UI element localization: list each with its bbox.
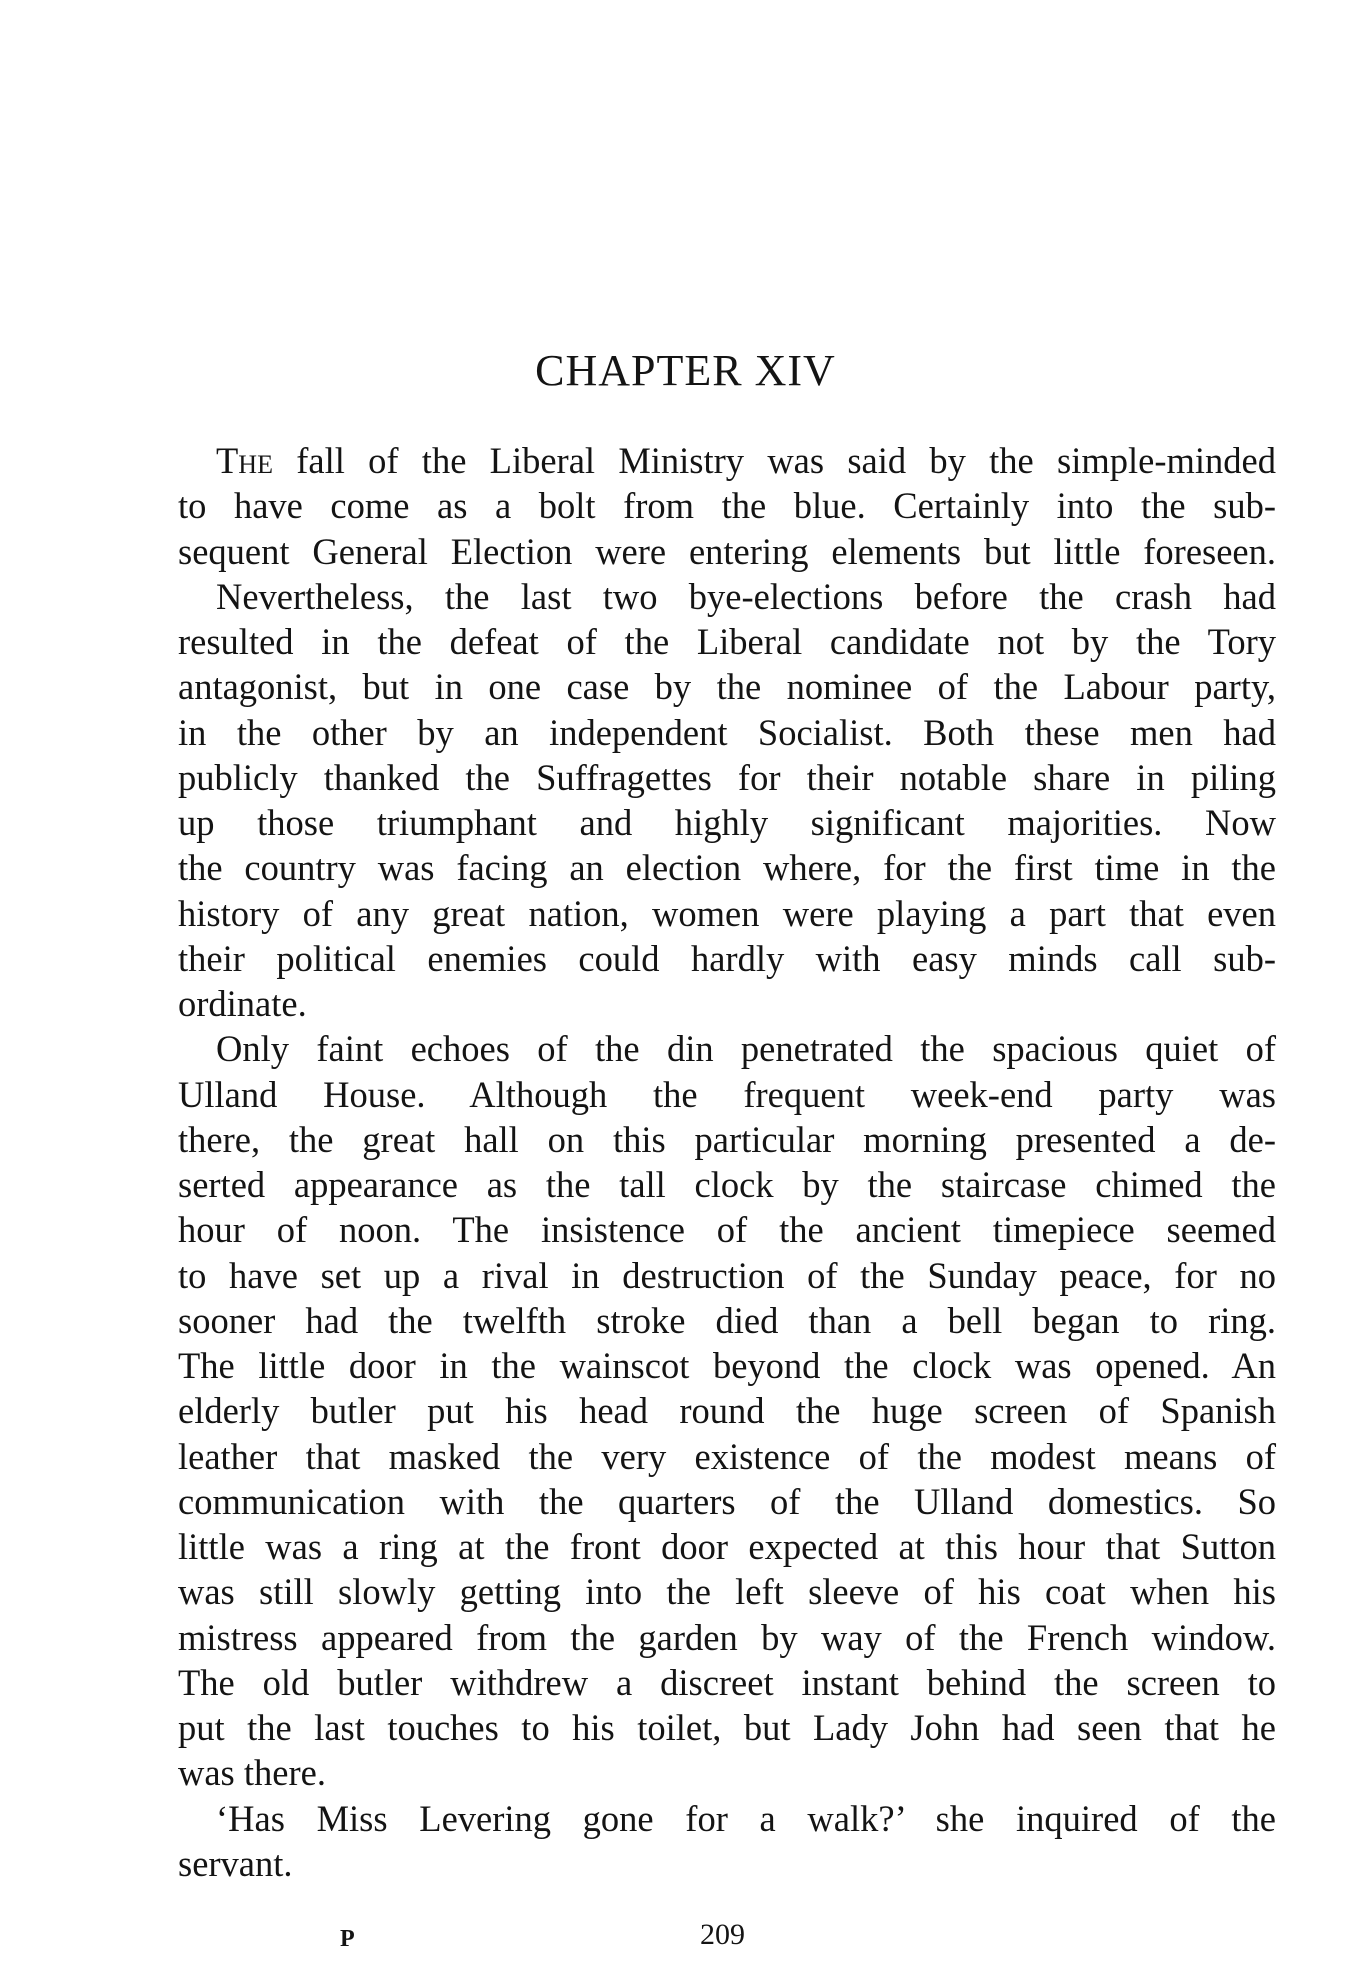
text-line: ordinate. xyxy=(178,983,307,1024)
signature-mark: P xyxy=(340,1926,355,1952)
text-line: to have come as a bolt from the blue. Certainly into the sub- xyxy=(178,485,1276,527)
text-line: ‘Has Miss Levering gone for a walk?’ she inquired of the xyxy=(216,1797,1276,1839)
opening-line-rest: fall of the Liberal Ministry was said by the simple-minded xyxy=(272,440,1276,481)
text-line: The old butler withdrew a discreet instant behind the screen to xyxy=(178,1661,1276,1703)
text-line: put the last touches to his toilet, but Lady John had seen that he xyxy=(178,1707,1276,1748)
text-line: elderly butler put his head round the huge screen of Spanish xyxy=(178,1390,1276,1432)
text-line: was there. xyxy=(178,1752,326,1794)
text-line xyxy=(178,438,1276,483)
text-line: the country was facing an election where, for the first time in the xyxy=(178,847,1276,889)
body-text xyxy=(178,438,1276,1886)
text-line: there, the great hall on this particular morning presented a de- xyxy=(178,1118,1276,1160)
text-line: in the other by an independent Socialist. Both these men had xyxy=(178,711,1276,753)
opening-word: The xyxy=(216,440,273,481)
page-number: 209 xyxy=(700,1918,745,1951)
text-line: little was a ring at the front door expected at this hour that Sutton xyxy=(178,1526,1276,1567)
text-line: their political enemies could hardly with easy minds call sub- xyxy=(178,937,1276,979)
text-line: Ulland House. Although the frequent week-end party was xyxy=(178,1073,1276,1115)
text-line: Only faint echoes of the din penetrated the spacious quiet of xyxy=(216,1028,1276,1070)
text-line: up those triumphant and highly significant majorities. Now xyxy=(178,802,1276,843)
text-line: serted appearance as the tall clock by the staircase chimed the xyxy=(178,1164,1276,1205)
text-line: communication with the quarters of the Ulland domestics. So xyxy=(178,1480,1276,1522)
text-line: hour of noon. The insistence of the ancient timepiece seemed xyxy=(178,1209,1276,1251)
text-line: antagonist, but in one case by the nominee of the Labour party, xyxy=(178,666,1276,708)
text-line: leather that masked the very existence of the modest means of xyxy=(178,1435,1276,1477)
chapter-title: CHAPTER XIV xyxy=(535,346,836,395)
text-line: The little door in the wainscot beyond the clock was opened. An xyxy=(178,1345,1276,1386)
text-line: resulted in the defeat of the Liberal candidate not by the Tory xyxy=(178,621,1276,662)
text-line: Nevertheless, the last two bye-elections before the crash had xyxy=(216,575,1276,617)
text-line: sequent General Election were entering elements but little foreseen. xyxy=(178,530,1276,572)
text-line: servant. xyxy=(178,1842,293,1884)
text-line: was still slowly getting into the left sleeve of his coat when his xyxy=(178,1571,1276,1613)
text-line: history of any great nation, women were playing a part that even xyxy=(178,892,1276,934)
text-line: mistress appeared from the garden by way of the French window. xyxy=(178,1616,1276,1658)
text-line: sooner had the twelfth stroke died than a bell began to ring. xyxy=(178,1299,1276,1341)
text-line: to have set up a rival in destruction of the Sunday peace, for no xyxy=(178,1254,1276,1296)
text-line: publicly thanked the Suffragettes for their notable share in piling xyxy=(178,756,1276,798)
